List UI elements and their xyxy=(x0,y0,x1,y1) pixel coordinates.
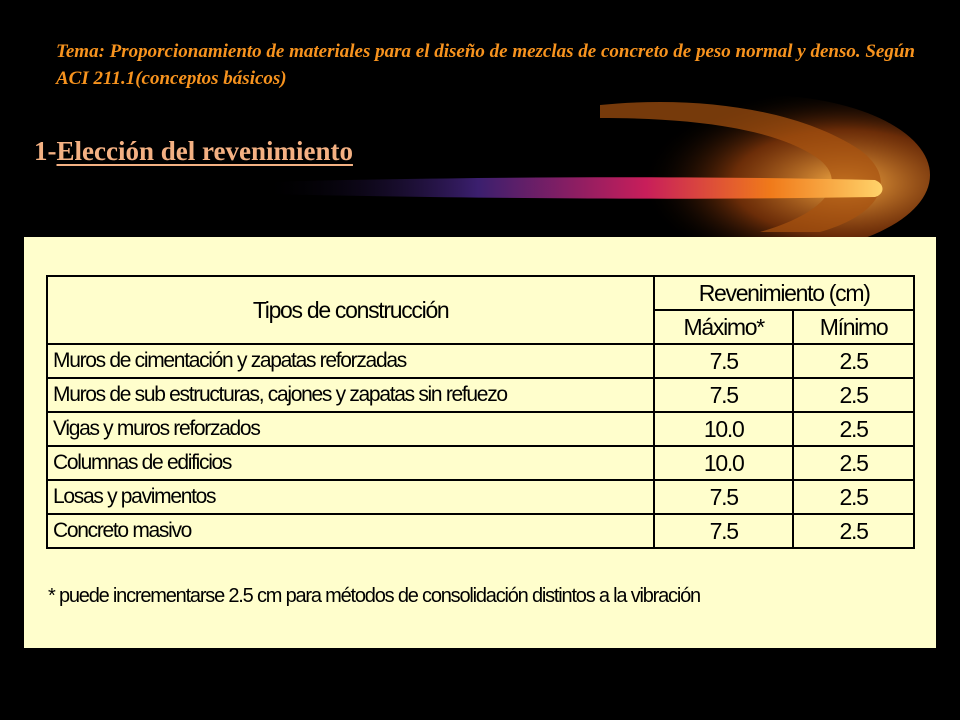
table-row xyxy=(47,514,914,548)
table-row xyxy=(47,378,914,412)
row-max: 10.0 xyxy=(654,412,793,446)
row-type: Columnas de edificios xyxy=(47,446,654,480)
row-max: 7.5 xyxy=(654,514,793,548)
header-max: Máximo* xyxy=(654,310,793,344)
row-type: Losas y pavimentos xyxy=(47,480,654,514)
slump-table xyxy=(46,275,915,549)
table-row xyxy=(47,480,914,514)
row-max: 7.5 xyxy=(654,480,793,514)
row-min: 2.5 xyxy=(793,446,914,480)
row-type: Concreto masivo xyxy=(47,514,654,548)
row-type: Muros de cimentación y zapatas reforzadas xyxy=(47,344,654,378)
table-panel xyxy=(24,237,936,648)
row-min: 2.5 xyxy=(793,378,914,412)
table-row xyxy=(47,412,914,446)
topic-header: Tema: Proporcionamiento de materiales para el diseño de mezclas de concreto de peso normal y denso. Según ACI 211.1(conceptos básicos) xyxy=(56,41,915,89)
section-number: 1- xyxy=(34,136,57,166)
row-max: 7.5 xyxy=(654,378,793,412)
row-min: 2.5 xyxy=(793,344,914,378)
section-title xyxy=(34,136,353,167)
header-slump: Revenimiento (cm) xyxy=(654,276,914,310)
header-construction-type: Tipos de construcción xyxy=(47,276,654,344)
row-max: 7.5 xyxy=(654,344,793,378)
row-min: 2.5 xyxy=(793,514,914,548)
header-min: Mínimo xyxy=(793,310,914,344)
row-type: Vigas y muros reforzados xyxy=(47,412,654,446)
decorative-swoosh xyxy=(0,0,960,240)
row-min: 2.5 xyxy=(793,480,914,514)
table-row xyxy=(47,344,914,378)
table-row xyxy=(47,446,914,480)
row-min: 2.5 xyxy=(793,412,914,446)
row-max: 10.0 xyxy=(654,446,793,480)
row-type: Muros de sub estructuras, cajones y zapatas sin refuezo xyxy=(47,378,654,412)
table-header-row xyxy=(47,276,914,310)
section-title-text: Elección del revenimiento xyxy=(56,136,353,166)
table-footnote: * puede incrementarse 2.5 cm para métodos de consolidación distintos a la vibración xyxy=(48,585,700,607)
